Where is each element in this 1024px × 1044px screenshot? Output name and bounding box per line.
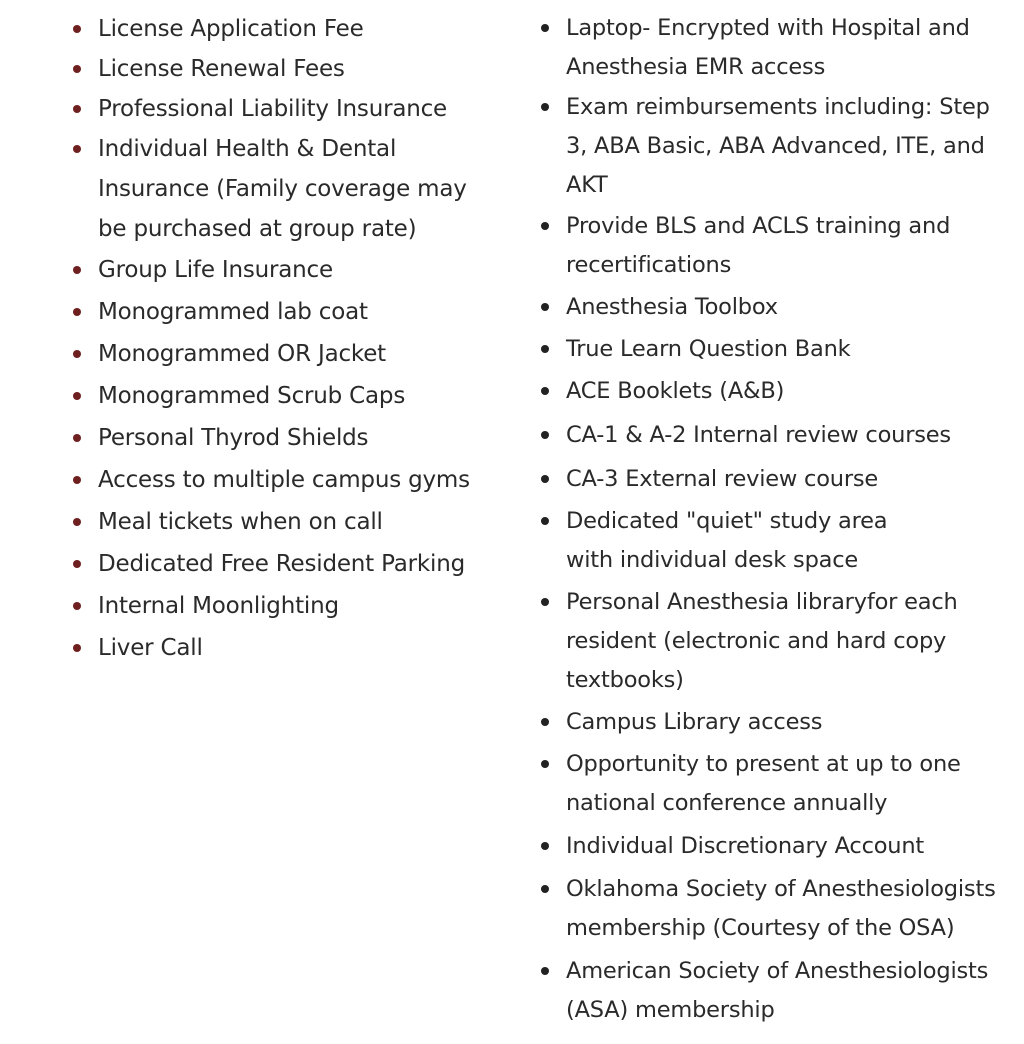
list-item-label: Provide BLS and ACLS training and recertifications xyxy=(566,213,951,278)
list-item-label: Exam reimbursements including: Step 3, ABA Basic, ABA Advanced, ITE, and AKT xyxy=(566,94,990,198)
bullet-icon xyxy=(541,718,549,726)
benefits-list-left xyxy=(70,0,510,668)
list-item xyxy=(538,952,1008,1030)
list-item-label: Monogrammed Scrub Caps xyxy=(98,383,406,409)
list-item-label: License Renewal Fees xyxy=(98,56,345,82)
bullet-icon xyxy=(73,434,81,442)
list-item-label: Internal Moonlighting xyxy=(98,593,339,619)
list-item xyxy=(70,292,510,332)
list-item xyxy=(70,49,510,89)
bullet-icon xyxy=(73,392,81,400)
bullet-icon xyxy=(541,345,549,353)
list-item-label: Laptop- Encrypted with Hospital and Anesthesia EMR access xyxy=(566,15,970,80)
list-item-label: Anesthesia Toolbox xyxy=(566,294,778,320)
list-item xyxy=(538,9,986,87)
list-item-label: Individual Discretionary Account xyxy=(566,833,925,859)
list-item xyxy=(538,502,906,580)
list-item-label: ACE Booklets (A&B) xyxy=(566,378,785,404)
bullet-icon xyxy=(541,967,549,975)
list-item xyxy=(70,460,510,500)
bullet-icon xyxy=(73,560,81,568)
list-item-label: Personal Anesthesia libraryfor each resident (electronic and hard copy textbooks) xyxy=(566,589,958,693)
bullet-icon xyxy=(73,476,81,484)
list-item xyxy=(70,418,510,458)
bullet-icon xyxy=(541,885,549,893)
list-item-label: Oklahoma Society of Anesthesiologists membership (Courtesy of the OSA) xyxy=(566,876,996,941)
bullet-icon xyxy=(541,475,549,483)
list-item-label: Dedicated Free Resident Parking xyxy=(98,551,465,577)
list-item xyxy=(70,586,510,626)
bullet-icon xyxy=(541,24,549,32)
bullet-icon xyxy=(73,266,81,274)
list-item xyxy=(538,583,966,700)
list-item-label: Meal tickets when on call xyxy=(98,509,383,535)
list-item xyxy=(538,745,986,823)
list-item xyxy=(70,502,510,542)
list-item xyxy=(538,207,1008,285)
list-item xyxy=(70,628,510,668)
list-item-label: Dedicated "quiet" study area with individual desk space xyxy=(566,508,888,573)
list-item xyxy=(70,9,510,49)
list-item-label: Group Life Insurance xyxy=(98,257,333,283)
list-item-label: Personal Thyrod Shields xyxy=(98,425,369,451)
bullet-icon xyxy=(73,105,81,113)
bullet-icon xyxy=(73,644,81,652)
list-item xyxy=(538,416,1008,455)
bullet-icon xyxy=(73,25,81,33)
list-item-label: CA-1 & A-2 Internal review courses xyxy=(566,422,951,448)
bullet-icon xyxy=(541,517,549,525)
list-item xyxy=(538,88,1008,205)
bullet-icon xyxy=(73,65,81,73)
list-item xyxy=(538,372,1008,411)
list-item-label: Liver Call xyxy=(98,635,203,661)
bullet-icon xyxy=(73,602,81,610)
bullet-icon xyxy=(541,598,549,606)
bullet-icon xyxy=(73,518,81,526)
list-item xyxy=(538,827,1008,866)
bullet-icon xyxy=(541,222,549,230)
list-item xyxy=(70,544,510,584)
list-item xyxy=(538,870,1008,948)
list-item-label: Individual Health & Dental Insurance (Family coverage may be purchased at group rate) xyxy=(98,136,467,242)
bullet-icon xyxy=(73,145,81,153)
list-item xyxy=(538,330,1008,369)
list-item xyxy=(70,129,488,249)
list-item-label: Opportunity to present at up to one national conference annually xyxy=(566,751,961,816)
list-item xyxy=(538,288,1008,327)
list-item-label: American Society of Anesthesiologists (ASA) membership xyxy=(566,958,989,1023)
bullet-icon xyxy=(541,842,549,850)
list-item-label: Professional Liability Insurance xyxy=(98,96,447,122)
list-item xyxy=(70,376,510,416)
list-item-label: Campus Library access xyxy=(566,709,823,735)
bullet-icon xyxy=(541,303,549,311)
bullet-icon xyxy=(541,103,549,111)
list-item xyxy=(538,703,1008,742)
benefits-list-right xyxy=(538,0,1008,1030)
list-item-label: True Learn Question Bank xyxy=(566,336,851,362)
bullet-icon xyxy=(73,308,81,316)
list-item xyxy=(70,250,510,290)
list-item xyxy=(70,89,510,129)
bullet-icon xyxy=(541,387,549,395)
list-item-label: CA-3 External review course xyxy=(566,466,879,492)
list-item-label: Access to multiple campus gyms xyxy=(98,467,470,493)
list-item-label: License Application Fee xyxy=(98,16,364,42)
bullet-icon xyxy=(541,431,549,439)
bullet-icon xyxy=(541,760,549,768)
list-item xyxy=(70,334,510,374)
list-item-label: Monogrammed lab coat xyxy=(98,299,368,325)
list-item xyxy=(538,460,1008,499)
bullet-icon xyxy=(73,350,81,358)
list-item-label: Monogrammed OR Jacket xyxy=(98,341,386,367)
